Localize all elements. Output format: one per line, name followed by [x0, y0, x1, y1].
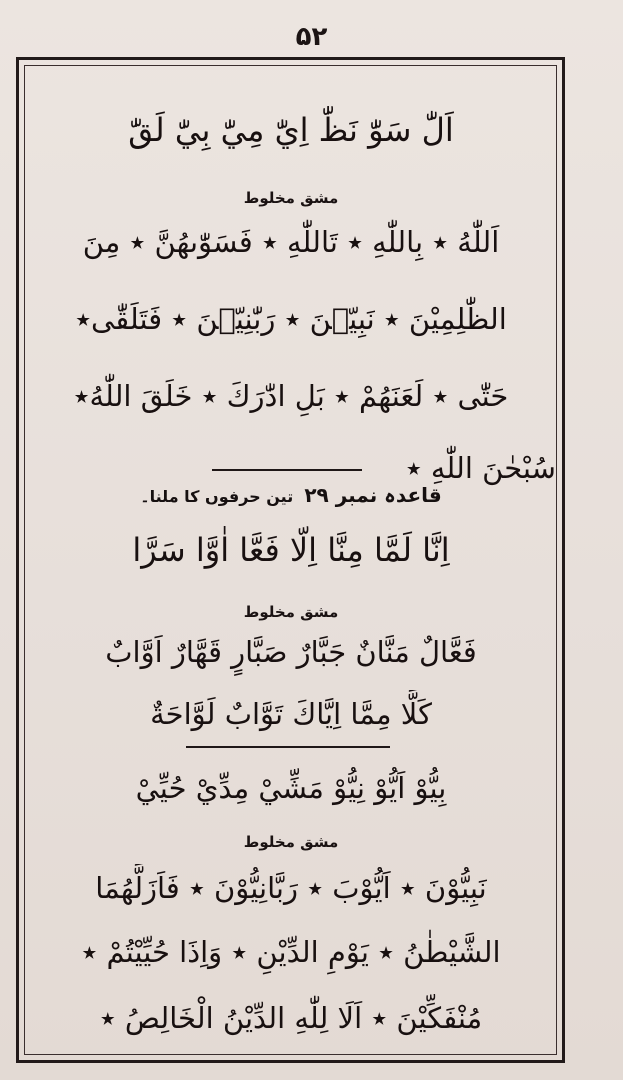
text-line-1: اَلّٰ سَوّٰ نَظّٰ اِيّٰ مِيّٰ بِيّٰ لَقّٰ [128, 111, 454, 149]
qaida-title: قاعدہ نمبر ۲۹ [304, 483, 442, 507]
rule-after-line-8 [186, 746, 390, 748]
text-line-9: بِيُّوْ اَيُّوْ نِيُّوْ مَشِّيْ مِدِّيْ حُيِّيْ [135, 771, 447, 805]
section-heading-mashq-3: مشق مخلوط [243, 833, 339, 851]
rule-heading-29 [26, 480, 556, 510]
text-line-5: سُبْحٰنَ اللّٰهِ ٭ [405, 451, 556, 485]
text-line-11: الشَّيْطٰنُ ٭ يَوْمِ الدِّيْنِ ٭ وَاِذَا حُيِّيْتُمْ ٭ [81, 935, 501, 969]
rule-after-line-5 [212, 469, 362, 471]
text-line-3: الظّٰلِمِيْنَ ٭ نَبِيّٖنَ ٭ رَبّٰنِيّٖنَ ٭ فَتَلَقّٰى٭ [75, 302, 507, 336]
text-line-2: اَللّٰهُ ٭ بِاللّٰهِ ٭ تَاللّٰهِ ٭ فَسَوّٰىهُنَّ ٭ مِنَ [82, 225, 500, 259]
qaida-subtitle: تین حرفوں کا ملنا۔ [140, 487, 294, 506]
text-line-4: حَتّٰى ٭ لَعَنَهُمْ ٭ بَلِ ادّٰرَكَ ٭ خَلَقَ اللّٰهُ٭ [73, 379, 509, 413]
section-heading-mashq-2: مشق مخلوط [243, 603, 339, 621]
page-number: ۵۲ [295, 22, 328, 52]
text-line-10: نَبِيُّوْنَ ٭ اَيُّوْبَ ٭ رَبَّانِيُّوْنَ ٭ فَاَزَلَّهُمَا [95, 871, 487, 905]
section-heading-mashq-1: مشق مخلوط [243, 189, 339, 207]
text-line-7: فَعَّالٌ مَنَّانٌ جَبَّارٌ صَبَّارٍ قَهَّارٌ اَوَّابٌ [105, 635, 477, 669]
text-line-6: اِنَّا لَمَّا مِنَّا اِلَّا فَعَّا اٰوَّا سَرَّا [132, 531, 450, 569]
text-line-8: كَلَّا مِمَّا اِيَّاكَ تَوَّابٌ لَوَّاحَةٌ [150, 697, 432, 731]
text-line-12: مُنْفَكِّيْنَ ٭ اَلَا لِلّٰهِ الدِّيْنُ الْخَالِصُ ٭ [99, 1001, 483, 1035]
